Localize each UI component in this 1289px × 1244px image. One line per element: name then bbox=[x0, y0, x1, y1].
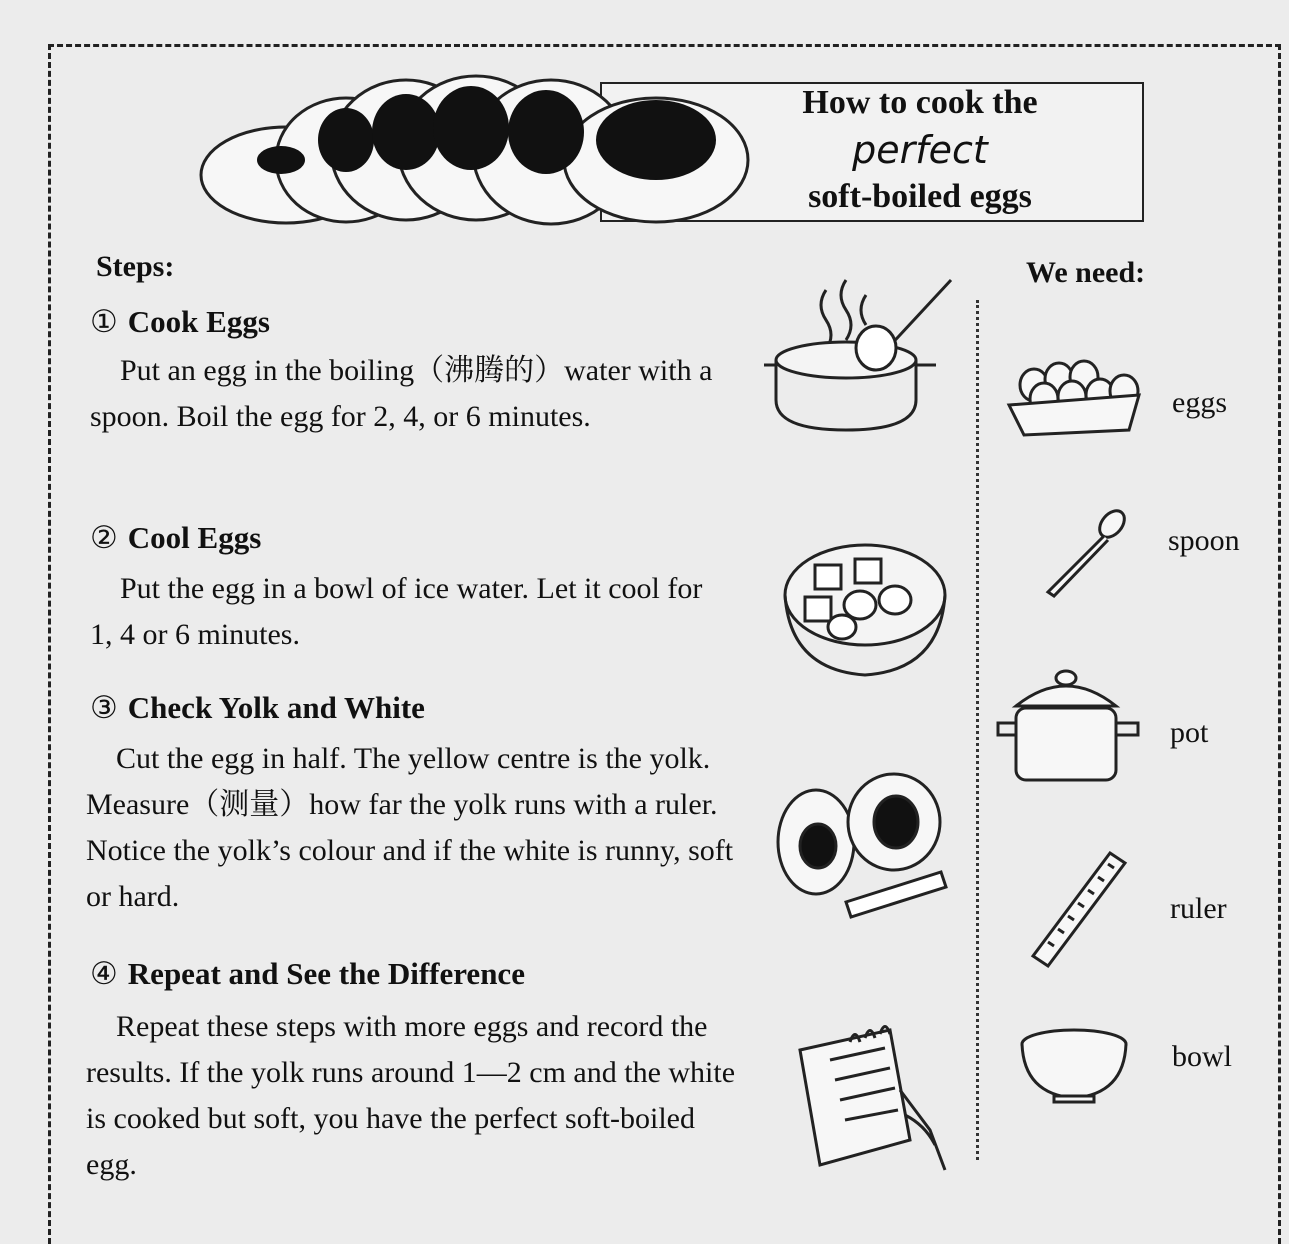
need-item-pot: pot bbox=[1170, 716, 1209, 749]
need-item-spoon: spoon bbox=[1168, 524, 1240, 557]
step-3-number: ③ bbox=[90, 690, 118, 725]
notebook-writing-icon bbox=[790, 1020, 950, 1170]
title-perfect: perfect bbox=[852, 128, 988, 172]
ruler-icon bbox=[1030, 848, 1130, 968]
step-4-title-text: Repeat and See the Difference bbox=[127, 956, 525, 991]
we-need-heading: We need: bbox=[1026, 256, 1146, 289]
egg-carton-icon bbox=[1004, 355, 1144, 440]
pot-icon bbox=[996, 668, 1146, 788]
step-2-title bbox=[90, 520, 261, 556]
step-1-title bbox=[90, 304, 270, 340]
step-1-number: ① bbox=[90, 304, 118, 339]
need-item-ruler: ruler bbox=[1170, 892, 1227, 925]
step-1-body: Put an egg in the boiling（沸腾的）water with a spoon. Boil the egg for 2, 4, or 6 minutes. bbox=[90, 354, 713, 433]
title-line-1: How to cook the bbox=[802, 84, 1038, 121]
step-1-title-text: Cook Eggs bbox=[127, 304, 270, 339]
need-item-bowl: bowl bbox=[1172, 1040, 1232, 1073]
title-line-3: soft-boiled eggs bbox=[808, 178, 1032, 215]
cut-egg-ruler-icon bbox=[776, 772, 951, 922]
need-item-eggs: eggs bbox=[1172, 386, 1227, 419]
bowl-icon bbox=[1018, 1026, 1133, 1106]
steps-heading: Steps: bbox=[96, 250, 175, 283]
eggs-slices-icon bbox=[196, 60, 756, 240]
step-2-title-text: Cool Eggs bbox=[127, 520, 262, 555]
spoon-icon bbox=[1040, 508, 1130, 598]
ice-bowl-icon bbox=[780, 535, 950, 685]
dotted-divider bbox=[976, 300, 979, 1160]
step-3-body: Cut the egg in half. The yellow centre is the yolk. Measure（测量）how far the yolk runs with a ruler. Notice the yolk’s colour and if the white is runny, soft or hard. bbox=[86, 742, 734, 913]
step-4-title bbox=[90, 956, 525, 992]
step-2-body: Put the egg in a bowl of ice water. Let it cool for 1, 4 or 6 minutes. bbox=[90, 572, 703, 651]
step-3-title bbox=[90, 690, 425, 726]
step-4-body: Repeat these steps with more eggs and record the results. If the yolk runs around 1—2 cm and the white is cooked but soft, you have the perfect soft-boiled egg. bbox=[86, 1010, 736, 1181]
step-3-title-text: Check Yolk and White bbox=[127, 690, 425, 725]
step-2-number: ② bbox=[90, 520, 118, 555]
boiling-pot-icon bbox=[766, 270, 966, 440]
step-4-number: ④ bbox=[90, 956, 118, 991]
